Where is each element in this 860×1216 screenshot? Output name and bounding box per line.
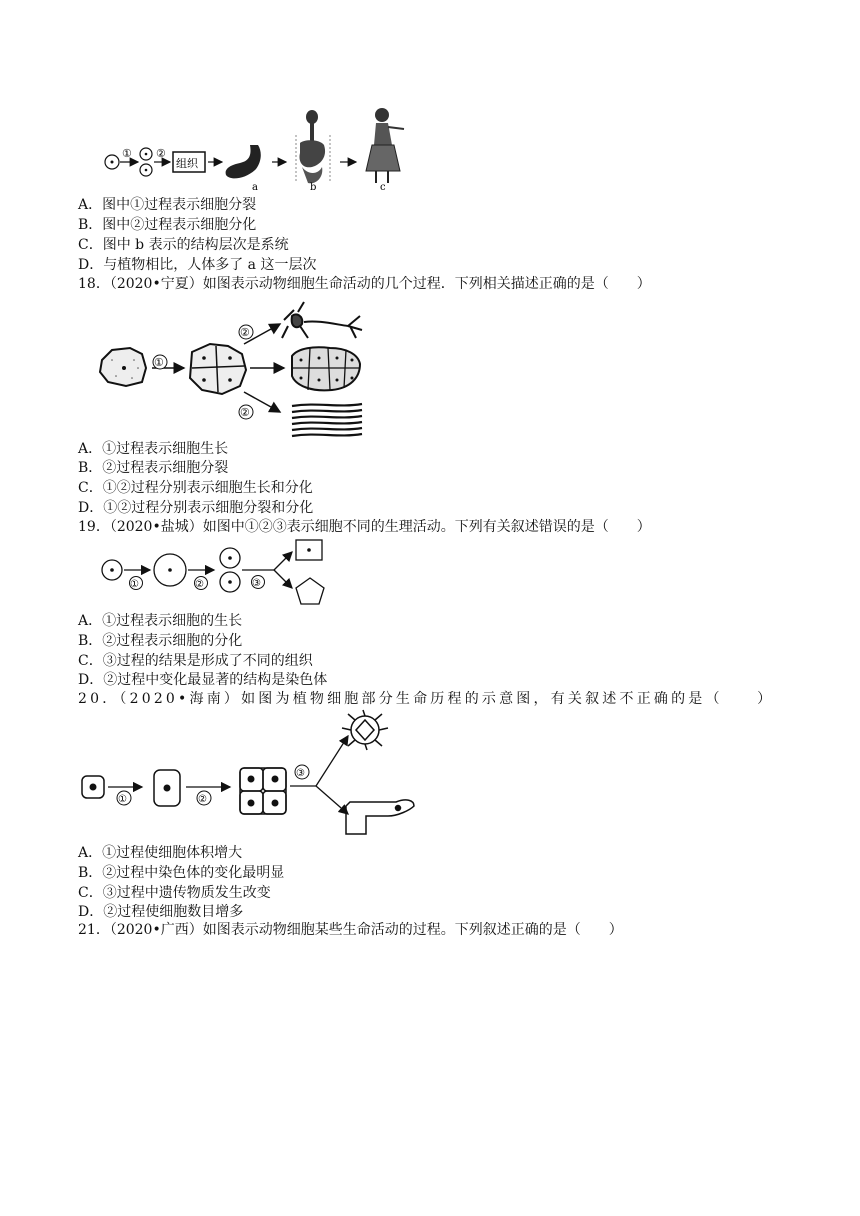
divided-plant-cells xyxy=(240,768,286,814)
q20-option-c: C．③过程中遗传物质发生改变 xyxy=(78,885,271,901)
label-b: b xyxy=(310,182,317,193)
epithelial-tissue xyxy=(292,347,360,390)
step-2-label: ② xyxy=(195,579,204,590)
muscle-tissue xyxy=(292,404,362,436)
q19-option-d: D．②过程中变化最显著的结构是染色体 xyxy=(78,672,328,688)
q19-figure xyxy=(98,538,338,610)
q18-figure xyxy=(98,298,370,440)
q18-option-a: A．①过程表示细胞生长 xyxy=(78,441,229,457)
q17-option-c: C．图中 b 表示的结构层次是系统 xyxy=(78,237,289,253)
q21-stem: 21．（2020•广西）如图表示动物细胞某些生命活动的过程。下列叙述正确的是（ ） xyxy=(78,922,623,938)
q20-figure xyxy=(80,710,420,844)
q17-figure xyxy=(100,105,430,195)
root-hair-cell xyxy=(346,800,414,834)
q18-stem: 18．（2020•宁夏）如图表示动物细胞生命活动的几个过程．下列相关描述正确的是（ ） xyxy=(78,276,651,292)
q19-option-a: A．①过程表示细胞的生长 xyxy=(78,613,243,629)
label-c: c xyxy=(380,182,386,193)
q17-option-b: B．图中②过程表示细胞分化 xyxy=(78,217,257,233)
q19-option-b: B．②过程表示细胞的分化 xyxy=(78,633,243,649)
step-1-label: ① xyxy=(130,579,139,590)
stomach-organ xyxy=(226,145,261,178)
q17-option-d: D．与植物相比，人体多了 a 这一层次 xyxy=(78,257,317,273)
step-1-label: ① xyxy=(118,794,127,805)
neuron-cell xyxy=(282,302,362,338)
step-2-label: ② xyxy=(198,794,207,805)
step-1-label: ① xyxy=(154,356,164,369)
step-2-label-bottom: ② xyxy=(240,406,250,419)
digestive-system xyxy=(296,110,330,183)
step-2-label: ② xyxy=(156,147,166,160)
q19-stem: 19．（2020•盐城）如图中①②③表示细胞不同的生理活动。下列有关叙述错误的是（ ） xyxy=(78,519,651,535)
step-3-label: ③ xyxy=(296,768,305,779)
q17-option-a: A．图中①过程表示细胞分裂 xyxy=(78,197,257,213)
label-a: a xyxy=(252,182,258,193)
q20-option-a: A．①过程使细胞体积增大 xyxy=(78,845,243,861)
tissue-label: 组织 xyxy=(176,157,198,170)
step-2-label-top: ② xyxy=(240,326,250,339)
pentagon-cell xyxy=(296,578,324,604)
q18-option-c: C．①②过程分别表示细胞生长和分化 xyxy=(78,480,313,496)
q20-option-b: B．②过程中染色体的变化最明显 xyxy=(78,865,285,881)
q19-option-c: C．③过程的结果是形成了不同的组织 xyxy=(78,653,313,669)
q18-option-d: D．①②过程分别表示细胞分裂和分化 xyxy=(78,500,314,516)
q20-option-d: D．②过程使细胞数目增多 xyxy=(78,904,244,920)
step-3-label: ③ xyxy=(252,578,261,589)
star-shaped-cell xyxy=(342,710,388,750)
q18-option-b: B．②过程表示细胞分裂 xyxy=(78,460,229,476)
q20-stem: 20．（2020•海南）如图为植物细胞部分生命历程的示意图，有关叙述不正确的是（ ） xyxy=(78,691,775,707)
step-1-label: ① xyxy=(122,147,132,160)
human-body xyxy=(366,108,404,183)
